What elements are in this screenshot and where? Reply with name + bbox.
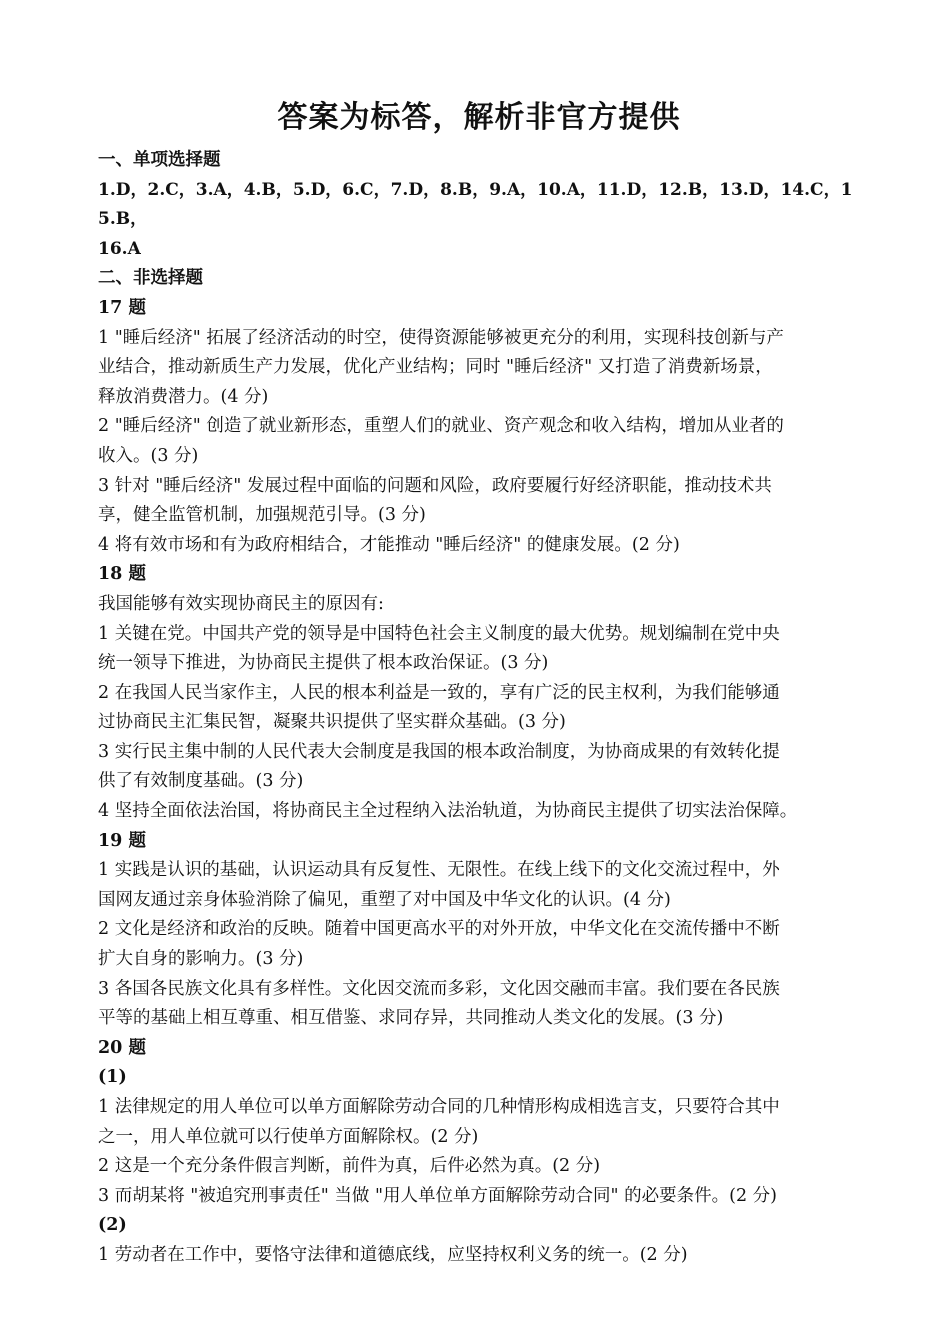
section-heading-multiple-choice: 一、单项选择题	[98, 150, 221, 170]
q17-point-1-line-1: 1 "睡后经济" 拓展了经济活动的时空，使得资源能够被更充分的利用，实现科技创新与产	[98, 327, 784, 348]
q18-point-2-line-1: 2 在我国人民当家作主，人民的根本利益是一致的，享有广泛的民主权利，为我们能够通	[98, 682, 780, 703]
q20-sub1-point-1-line-2: 之一，用人单位就可以行使单方面解除权。(2 分)	[98, 1126, 479, 1147]
q18-point-2-line-2: 过协商民主汇集民智，凝聚共识提供了坚实群众基础。(3 分)	[98, 712, 566, 733]
q19-point-3-line-2: 平等的基础上相互尊重、相互借鉴、求同存异，共同推动人类文化的发展。(3 分)	[98, 1008, 724, 1029]
answer-key-line-2: 16.A	[98, 238, 141, 259]
q18-point-3-line-1: 3 实行民主集中制的人民代表大会制度是我国的根本政治制度，为协商成果的有效转化提	[98, 741, 780, 762]
q20-subquestion-1-label: (1)	[98, 1067, 127, 1088]
question-18-label: 18 题	[98, 564, 146, 585]
answer-key-line-1: 1.D，2.C，3.A，4.B，5.D，6.C，7.D，8.B，9.A，10.A，11.D，12.B，13.D，14.C，15.B，	[98, 179, 853, 230]
q20-subquestion-2-label: (2)	[98, 1215, 127, 1236]
q17-point-2-line-1: 2 "睡后经济" 创造了就业新形态，重塑人们的就业、资产观念和收入结构，增加从业者的	[98, 416, 784, 437]
q20-sub1-point-2-line-1: 2 这是一个充分条件假言判断，前件为真，后件必然为真。(2 分)	[98, 1156, 601, 1177]
q17-point-2-line-2: 收入。(3 分)	[98, 445, 199, 466]
q18-point-4-line-1: 4 坚持全面依法治国，将协商民主全过程纳入法治轨道，为协商民主提供了切实法治保障。	[98, 801, 798, 822]
q20-sub1-point-1-line-1: 1 法律规定的用人单位可以单方面解除劳动合同的几种情形构成相选言支，只要符合其中	[98, 1097, 780, 1117]
q19-point-3-line-1: 3 各国各民族文化具有多样性。文化因交流而多彩，文化因交融而丰富。我们要在各民族	[98, 978, 780, 999]
q19-point-1-line-1: 1 实践是认识的基础，认识运动具有反复性、无限性。在线上线下的文化交流过程中，外	[98, 860, 780, 881]
question-17-label: 17 题	[98, 297, 146, 318]
q17-point-1-line-2: 业结合，推动新质生产力发展，优化产业结构；同时 "睡后经济" 又打造了消费新场景，	[98, 357, 773, 378]
q18-point-3-line-2: 供了有效制度基础。(3 分)	[98, 771, 304, 792]
q17-point-1-line-3: 释放消费潜力。(4 分)	[98, 386, 269, 407]
q19-point-2-line-2: 扩大自身的影响力。(3 分)	[98, 949, 304, 970]
question-19-label: 19 题	[98, 830, 146, 851]
section-heading-non-choice: 二、非选择题	[98, 268, 203, 289]
q20-sub2-point-1-line-1: 1 劳动者在工作中，要恪守法律和道德底线，应坚持权利义务的统一。(2 分)	[98, 1244, 688, 1265]
page-title: 答案为标答，解析非官方提供	[277, 100, 681, 135]
q19-point-2-line-1: 2 文化是经济和政治的反映。随着中国更高水平的对外开放，中华文化在交流传播中不断	[98, 919, 780, 940]
q18-point-1-line-2: 统一领导下推进，为协商民主提供了根本政治保证。(3 分)	[98, 653, 549, 674]
q18-intro: 我国能够有效实现协商民主的原因有:	[98, 593, 384, 614]
q19-point-1-line-2: 国网友通过亲身体验消除了偏见，重塑了对中国及中华文化的认识。(4 分)	[98, 889, 671, 910]
question-20-label: 20 题	[98, 1037, 146, 1058]
q17-point-3-line-1: 3 针对 "睡后经济" 发展过程中面临的问题和风险，政府要履行好经济职能，推动技术共	[98, 475, 772, 496]
q18-point-1-line-1: 1 关键在党。中国共产党的领导是中国特色社会主义制度的最大优势。规划编制在党中央	[98, 623, 780, 644]
q17-point-4-line-1: 4 将有效市场和有为政府相结合，才能推动 "睡后经济" 的健康发展。(2 分)	[98, 534, 680, 555]
q20-sub1-point-3-line-1: 3 而胡某将 "被追究刑事责任" 当做 "用人单位单方面解除劳动合同" 的必要条件。(2 分)	[98, 1185, 777, 1206]
q17-point-3-line-2: 享，健全监管机制，加强规范引导。(3 分)	[98, 505, 426, 526]
